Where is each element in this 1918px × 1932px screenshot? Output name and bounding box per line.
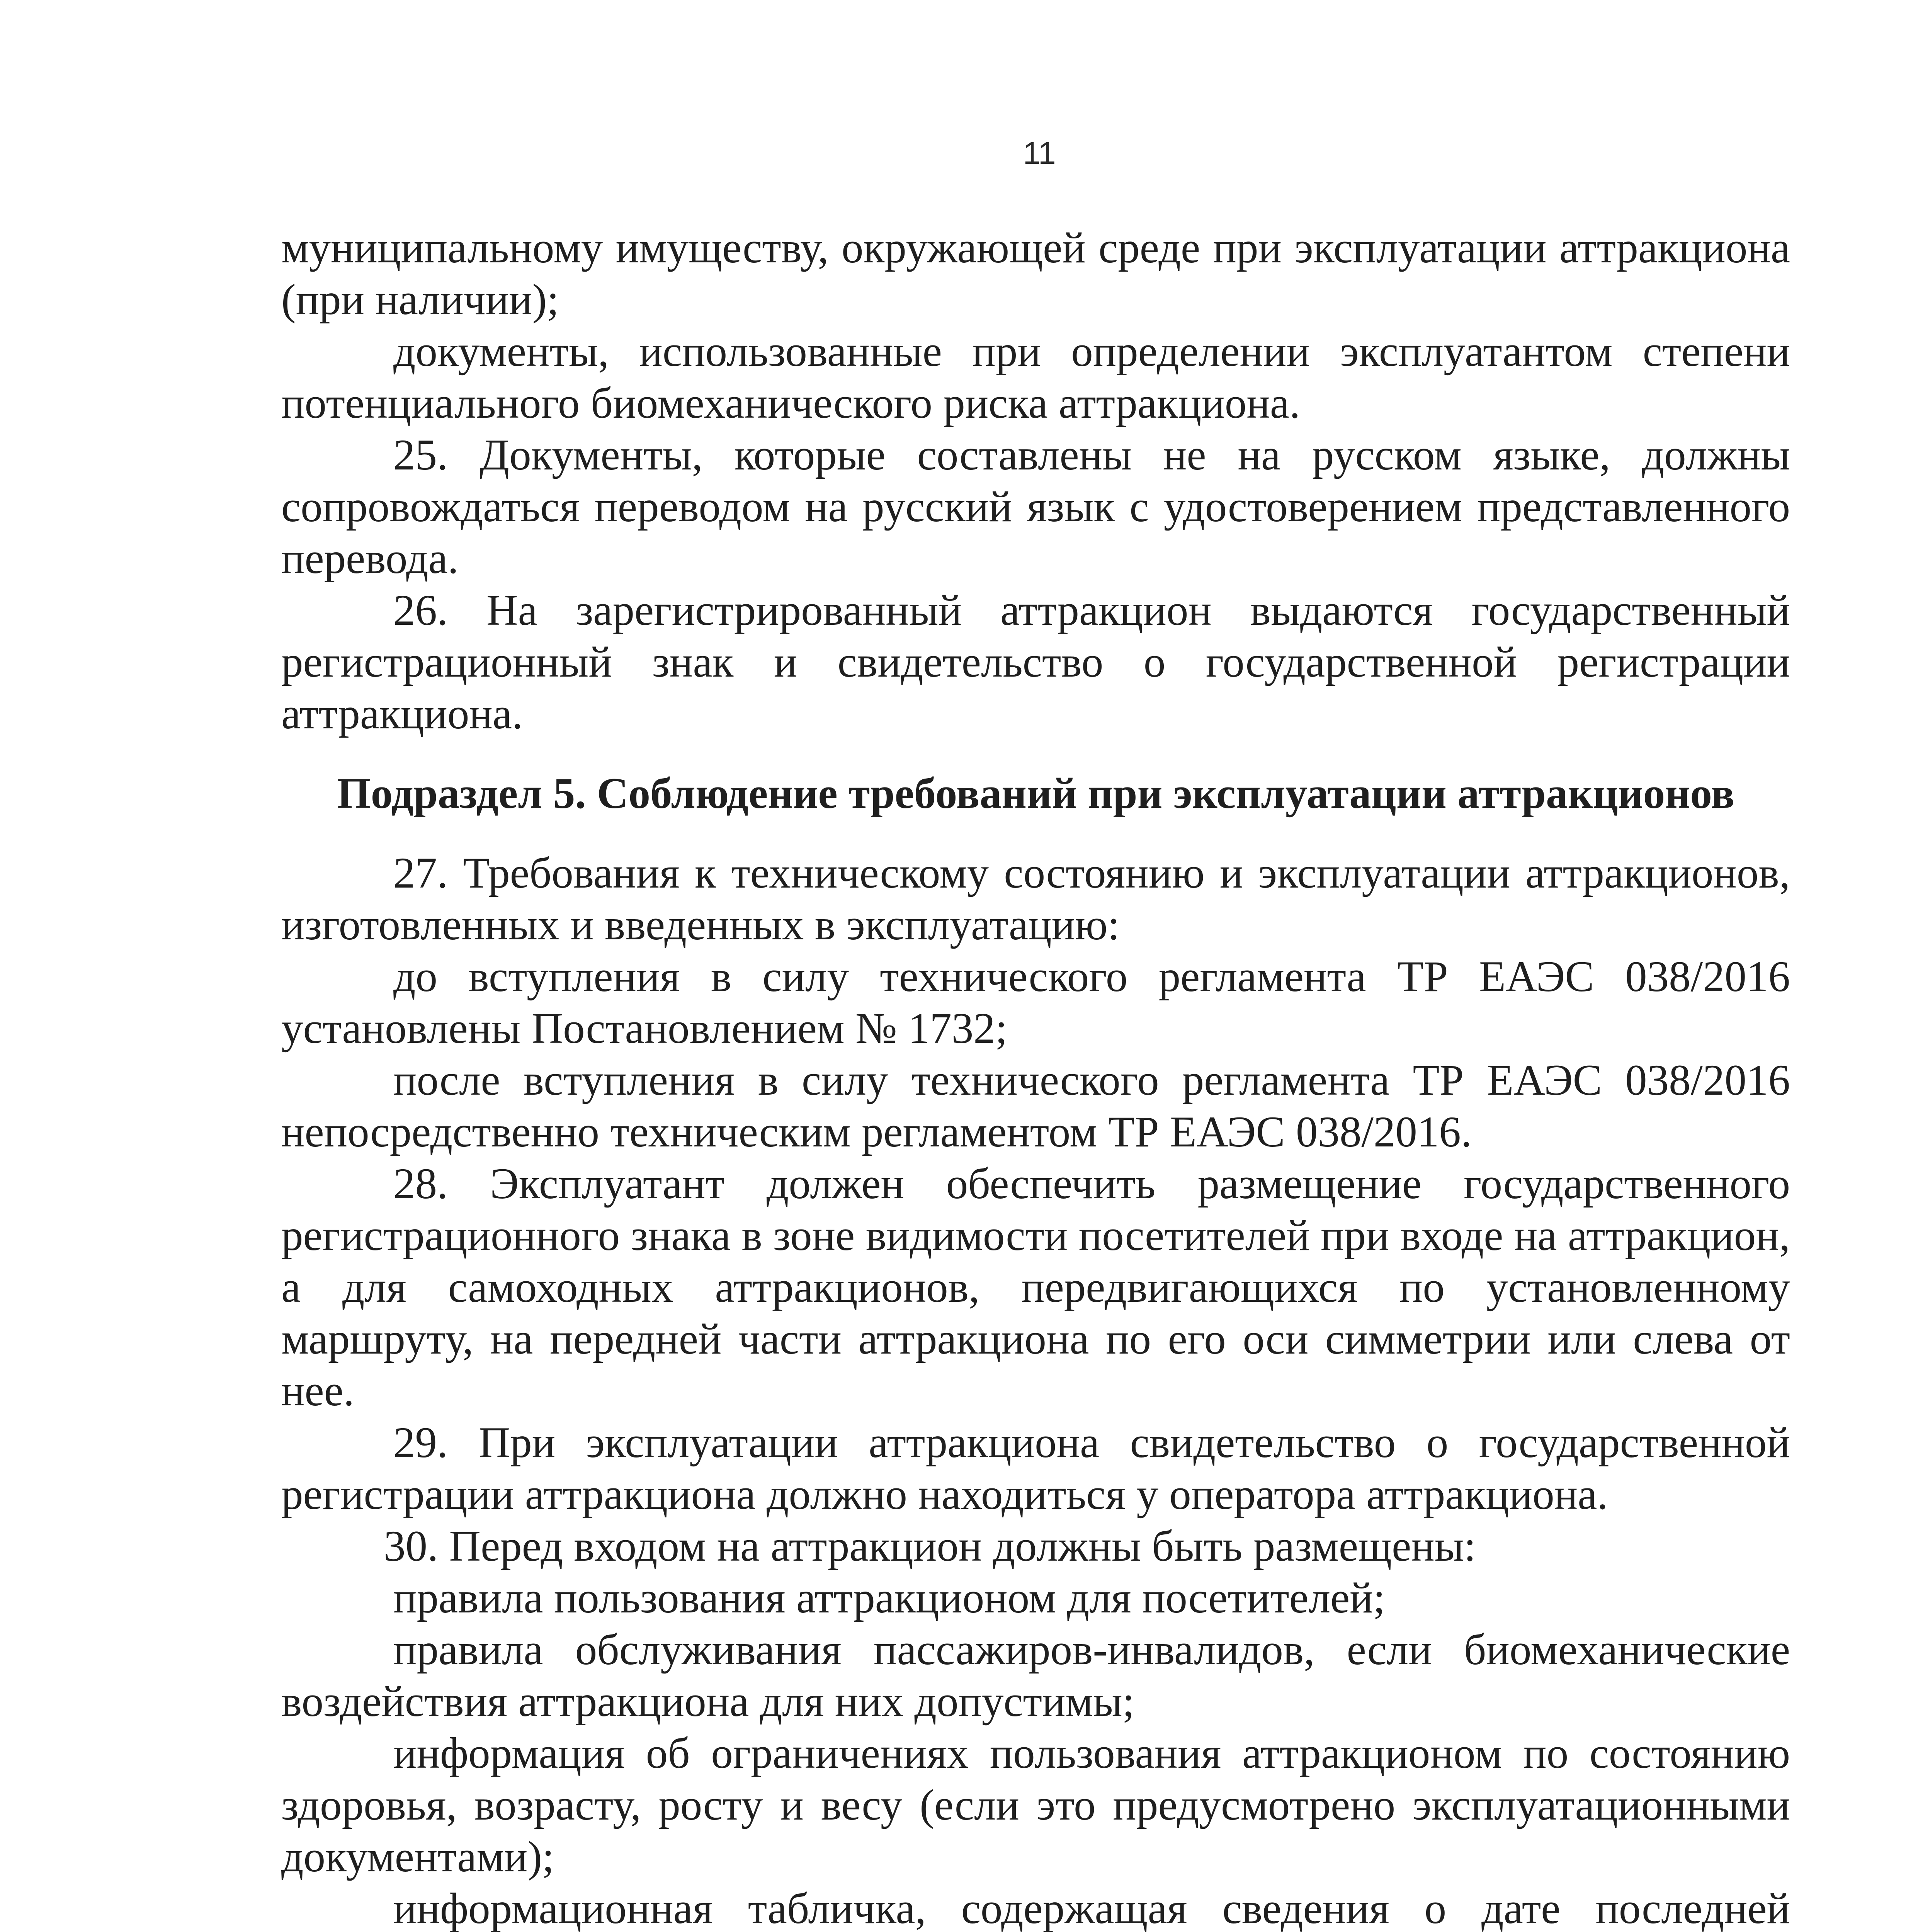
paragraph: 27. Требования к техническому состоянию и эксплуатации аттракционов, изготовленных и введенных в эксплуатацию:	[281, 849, 1790, 949]
paragraph: информация об ограничениях пользования аттракционом по состоянию здоровья, возрасту, росту и весу (если это предусмотрено эксплуатационными документами);	[281, 1729, 1790, 1881]
paragraph: 25. Документы, которые составлены не на русском языке, должны сопровождаться переводом на русский язык с удостоверением представленного перевода.	[281, 431, 1790, 583]
paragraphs-after	[281, 847, 1790, 1932]
paragraph: муниципальному имуществу, окружающей среде при эксплуатации аттракциона (при наличии);	[281, 224, 1790, 324]
paragraph: 29. При эксплуатации аттракциона свидетельство о государственной регистрации аттракциона должно находиться у оператора аттракциона.	[281, 1418, 1790, 1519]
paragraph: правила обслуживания пассажиров-инвалидов, если биомеханические воздействия аттракциона для них допустимы;	[281, 1626, 1790, 1726]
paragraph: 28. Эксплуатант должен обеспечить размещение государственного регистрационного знака в зоне видимости посетителей при входе на аттракцион, а для самоходных аттракционов, передвигающихся по установленному маршруту, на передней части аттракциона по его оси симметрии или слева от нее.	[281, 1160, 1790, 1415]
paragraph: правила пользования аттракционом для посетителей;	[393, 1574, 1386, 1622]
section-heading: Подраздел 5. Соблюдение требований при эксплуатации аттракционов	[337, 769, 1735, 818]
paragraph: до вступления в силу технического регламента ТР ЕАЭС 038/2016 установлены Постановлением № 1732;	[281, 952, 1790, 1053]
paragraphs-before	[281, 222, 1790, 740]
paragraph: информационная табличка, содержащая сведения о дате последней	[393, 1884, 1790, 1932]
document-body	[281, 222, 1790, 1932]
page-number: 11	[1023, 136, 1056, 171]
paragraph: 26. На зарегистрированный аттракцион выдаются государственный регистрационный знак и свидетельство о государственной регистрации аттракциона.	[281, 586, 1790, 738]
paragraph: 30. Перед входом на аттракцион должны быть размещены:	[384, 1522, 1476, 1570]
paragraph: после вступления в силу технического регламента ТР ЕАЭС 038/2016 непосредственно техническим регламентом ТР ЕАЭС 038/2016.	[281, 1056, 1790, 1156]
paragraph: документы, использованные при определении эксплуатантом степени потенциального биомеханического риска аттракциона.	[281, 327, 1790, 427]
